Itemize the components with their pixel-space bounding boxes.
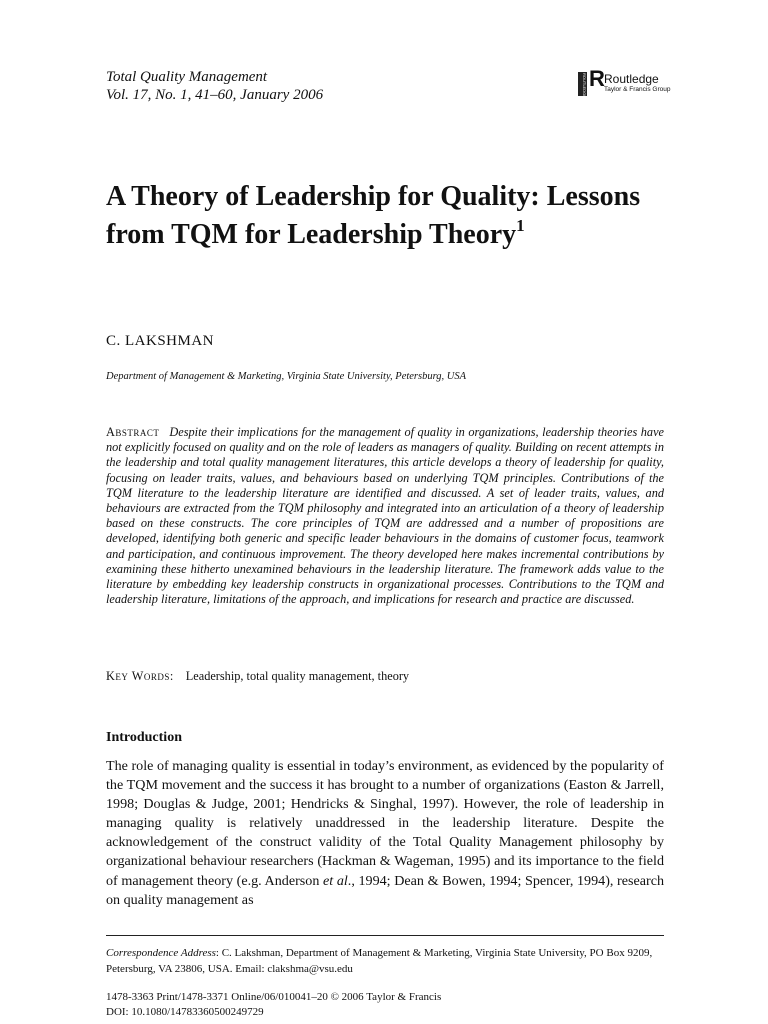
- keywords-label: Key Words:: [106, 669, 174, 683]
- journal-name: Total Quality Management: [106, 69, 268, 85]
- correspondence-text: : C. Lakshman, Department of Management & Marketing, Virginia State University, PO Box 9209, Petersburg, VA 23806, USA. Email: clakshma@vsu.edu: [106, 947, 653, 975]
- routledge-spine-icon: ROUTLEDGE: [578, 72, 587, 96]
- abstract: [106, 425, 664, 607]
- abstract-label: Abstract: [106, 425, 160, 439]
- correspondence-label: Correspondence Address: [106, 947, 216, 959]
- correspondence-address: [106, 945, 664, 977]
- journal-volume: Vol. 17, No. 1, 41–60, January 2006: [106, 87, 324, 103]
- publisher-name: Routledge: [604, 72, 659, 86]
- issn-line: 1478-3363 Print/1478-3371 Online/06/010041–20 © 2006 Taylor & Francis: [106, 991, 442, 1003]
- keywords: [106, 669, 409, 684]
- introduction-paragraph: The role of managing quality is essential in today’s environment, as evidenced by the popularity of the TQM movement and the success it has brought to a number of organizations (Easton & Jarrell, 1998; Douglas & Judge, 2001; Hendricks & Singhal, 1997). However, the role of leadership in managing quality is relatively unaddressed in the leadership literature. Despite the acknowledgement of the construct validity of the Total Quality Management philosophy by organizational behaviour researchers (Hackman & Wageman, 1995) and its importance to the field of management theory (e.g. Anderson et al., 1994; Dean & Bowen, 1994; Spencer, 1994), research on quality management as: [106, 758, 664, 908]
- keywords-value: Leadership, total quality management, theory: [185, 669, 410, 683]
- abstract-text: Despite their implications for the management of quality in organizations, leadership theories have not explicitly focused on quality and on the role of leaders as managers of quality. Building on recent attempts in the leadership and total quality management literatures, this article develops a theory of leadership for quality, focusing on leader traits, values, and behaviours based on underlying TQM principles. Contributions of the TQM literature to the leadership literature are identified and discussed. A set of leader traits, values, and behaviours are extracted from the TQM philosophy and integrated into an articulation of a theory of leadership based on these constructs. The core principles of TQM are addressed and a number of propositions are developed, identifying both generic and specific leader behaviours in the domains of customer focus, teamwork and participation, and continuous improvement. The theory developed here makes incremental contributions by examining these hitherto unexamined behaviours in the leadership literature. The framework adds value to the literature by embedding key leadership constructs in organizational processes. Contributions to the TQM and leadership literature, limitations of the approach, and implications for research and practice are discussed.: [106, 425, 664, 607]
- publisher-logo: [578, 66, 671, 98]
- publication-info: [106, 990, 441, 1020]
- title-footnote-marker: 1: [516, 216, 525, 235]
- routledge-r-icon: R: [589, 66, 605, 91]
- doi-line: DOI: 10.1080/14783360500249729: [106, 1006, 264, 1018]
- footnote-divider: [106, 935, 664, 936]
- author-name: C. LAKSHMAN: [106, 333, 215, 349]
- journal-header: [106, 68, 323, 104]
- publisher-sub: Taylor & Francis Group: [604, 86, 671, 93]
- article-title: A Theory of Leadership for Quality: Lessons from TQM for Leadership Theory$^1$: [106, 181, 641, 250]
- section-heading-introduction: Introduction: [106, 730, 182, 745]
- et-al: et al: [323, 872, 348, 889]
- author-affiliation: Department of Management & Marketing, Virginia State University, Petersburg, USA: [106, 371, 467, 382]
